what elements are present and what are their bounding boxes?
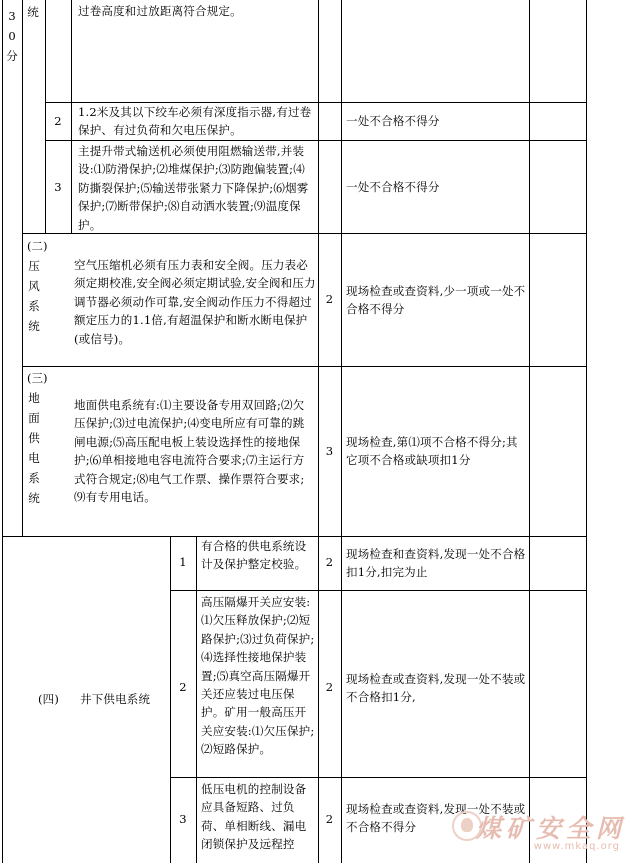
item-number-r5: 1 [179, 555, 187, 569]
score-r7: 2 [325, 812, 334, 826]
check-method-r7: 现场检查或查资料,发现一处不装或不合格不得分 [346, 802, 526, 835]
score-r5: 2 [325, 555, 334, 569]
score-r3: 2 [325, 292, 334, 306]
item-number-r7: 3 [179, 812, 187, 826]
item-text-r4: 地面供电系统有:⑴主要设备专用双回路;⑵欠压保护;⑶过电流保护;⑷变电所应有可靠的跳闸电源;⑸高压配电板上装设选择性的接地保护;⑹单相接地电容电流符合要求;⑺主运行方式符合规定;⑻电气工作票、操作票符合要求;⑼有专用电话。 [74, 398, 305, 505]
item-number-r2: 3 [54, 180, 62, 194]
check-method-r5: 现场检查和查资料,发现一处不合格扣1分,扣完为止 [346, 547, 526, 580]
subsystem-label-surface-power: (三)地面供电系统 [27, 371, 48, 505]
item-text-r5: 有合格的供电系统设计及保护整定校验。 [201, 539, 307, 572]
item-text-r0: 过卷高度和过放距离符合规定。 [78, 4, 242, 18]
check-method-r4: 现场检查,第⑴项不合格不得分;其它项不合格或缺项扣1分 [346, 435, 518, 468]
check-method-r3: 现场检查或查资料,少一项或一处不合格不得分 [346, 284, 526, 317]
item-text-r2: 主提升带式输送机必须使用阻燃输送带,并装设:⑴防滑保护;⑵堆煤保护;⑶防跑偏装置;⑷防撕裂保护;⑸输送带张紧力下降保护;⑹烟雾保护;⑺断带保护;⑻自动洒水装置;⑼温度保护。 [78, 144, 309, 232]
check-method-r1: 一处不合格不得分 [346, 114, 440, 128]
check-method-r2: 一处不合格不得分 [346, 180, 440, 194]
item-number-r6: 2 [179, 680, 187, 694]
item-text-r6: 高压隔爆开关应安装:⑴欠压释放保护;⑵短路保护;⑶过负荷保护;⑷选择性接地保护装置;⑸真空高压隔爆开关还应装过电压保护。矿用一般高压开关应安装:⑴欠压保护;⑵短路保护。 [201, 595, 315, 757]
item-text-r3: 空气压缩机必须有压力表和安全阀。压力表必须定期校准,安全阀必须定期试验,安全阀和压力调节器必须动作可靠,安全阀动作压力不得超过额定压力的1.1倍,有超温保护和断水断电保护(或信号)。 [74, 258, 316, 346]
check-method-r6: 现场检查或查资料,发现一处不装或不合格扣1分, [346, 672, 526, 705]
subsystem-label-underground-power-num: (四) [38, 692, 60, 706]
item-number-r1: 2 [54, 114, 62, 128]
subsystem-label-air-compression: (二)压风系统 [27, 239, 48, 333]
item-text-r7: 低压电机的控制设备应具备短路、过负荷、单相断线、漏电闭锁保护及远程控 [201, 782, 307, 852]
subsystem-label-underground-power: 井下供电系统 [80, 692, 151, 706]
watermark [450, 803, 626, 861]
score-group-label: 30分 [6, 9, 18, 63]
score-r4: 3 [325, 444, 334, 458]
watermark-text: 煤矿安全网 [475, 814, 626, 843]
watermark-url: www.mkaq.org [533, 841, 620, 852]
item-text-r1: 1.2米及其以下绞车必须有深度指示器,有过卷保护、有过负荷和欠电压保护。 [78, 105, 312, 138]
score-r6: 2 [325, 680, 334, 694]
subsystem-label-fragment: 统 [27, 5, 39, 19]
